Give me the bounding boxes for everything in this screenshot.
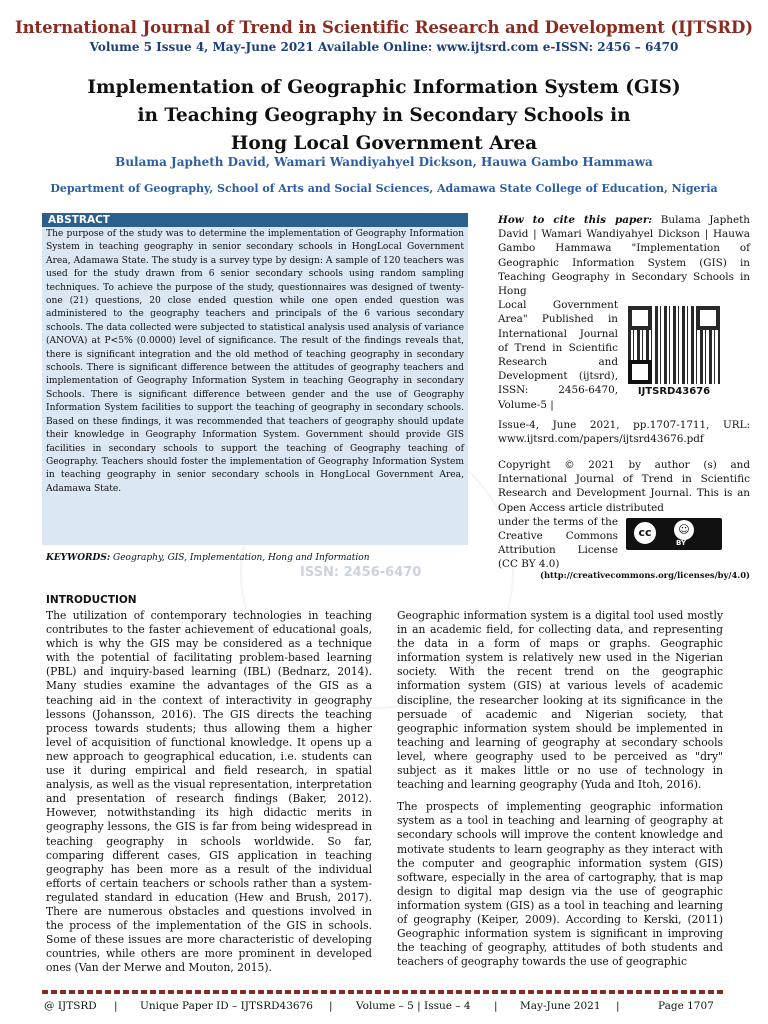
left-column — [46, 609, 372, 975]
keywords-list: Geography, GIS, Implementation, Hong and Information — [110, 553, 370, 563]
paper-title-line-3: Hong Local Government Area — [230, 133, 538, 154]
copyright-license-text: under the terms of the Creative Commons Attribution License (CC BY 4.0) — [498, 515, 618, 571]
footer-separator-2: | — [329, 1000, 333, 1012]
citation-label: How to cite this paper: — [498, 214, 653, 226]
footer-separator-3: | — [494, 1000, 498, 1012]
citation-text: Bulama Japheth David | Wamari Wandiyahyel Dickson | Hauwa Gambo Hammawa "Implementation of Geographic Information System (GIS) in Teaching Geography in Secondary Schools in Hong — [498, 214, 750, 298]
footer-separator-1: | — [114, 1000, 118, 1012]
paper-id-label: IJTSRD43676 — [637, 386, 711, 397]
footer-site: @ IJTSRD — [44, 1000, 97, 1012]
introduction-heading: INTRODUCTION — [46, 594, 137, 606]
paper-title — [20, 74, 748, 158]
journal-volume-line: Volume 5 Issue 4, May-June 2021 Available Online: www.ijtsrd.com e-ISSN: 2456 – 6470 — [89, 40, 679, 54]
abstract-text: The purpose of the study was to determine the implementation of Geography Information System in teaching geography in senior secondary schools in HongLocal Government Area, Adamawa State. The study is a survey type by design: A sample of 120 teachers was used for the study drawn from 6 senior secondary schools using random sampling techniques. To achieve the purpose of the study, questionnaires was designed of twenty- one (21) questions, 20 close ended question while one open ended question was administered to the geography teachers and principals of the 6 various secondary schools. The data collected were subjected to statistical analysis used analysis of variance (ANOVA) at P<5% (0.0000) level of significance. The result of the findings reveals that, there is significant integration and the old method of teaching geography in secondary schools. There is significant difference between the attitudes of geography teachers and implementation of Geography Information System in teaching Geography in secondary Schools. There is significant difference between gender and the use of Geography Information System facilities to support the teaching of geography in secondary schools. Based on these findings, it was recommended that teachers of geography should update their knowledge in Geography Information System. Government should provide GIS facilities in secondary schools to support the teaching of Geography teaching of Geography. Teachers should foster the implementation of Geography Information System in teaching geography in senior secondary schools in HongLocal Government Area, Adamawa State. — [46, 229, 464, 494]
qr-code-corner — [628, 360, 652, 384]
license-url[interactable]: (http://creativecommons.org/licenses/by/4.0) — [539, 570, 750, 580]
by-label: BY — [676, 539, 687, 547]
right-paragraph-1: Geographic information system is a digital tool used mostly in an academic field, for collecting data, and representing the data in a form of maps or graphs. Geographic information system is relatively new used in the Nigerian society. With the recent trend on the geographic information system (GIS) at various levels of academic discipline, the researcher looking at its significance in the persuade of academic and Nigerian society, that geographic information system should be implemented in teaching and learning of geography at secondary schools level, where geography used to be perceived as "dry" subject as it makes little or no use of technology in teaching and learning geography (Yuda and Itoh, 2016). — [397, 609, 723, 792]
watermark-issn: ISSN: 2456-6470 — [300, 565, 422, 580]
footer-volume: Volume – 5 | Issue – 4 — [356, 1000, 471, 1012]
keywords-line — [46, 553, 486, 563]
abstract-heading: ABSTRACT — [42, 213, 468, 227]
keywords-label: KEYWORDS: — [46, 553, 111, 563]
footer-separator-4: | — [616, 1000, 620, 1012]
footer-divider — [42, 990, 726, 994]
footer-page: Page 1707 — [658, 1000, 714, 1012]
paper-title-line-2: in Teaching Geography in Secondary Schools in — [137, 105, 631, 126]
attribution-person-icon: ☺ — [674, 520, 694, 540]
right-paragraph-2: The prospects of implementing geographic information system as a tool in teaching and learning of geography at secondary schools will improve the content knowledge and motivate students to learn geography as they interact with the computer and geographic information system (GIS) software, especially in the area of cartography, that is map design to digital map design via the use of geographic information system (GIS) as a tool in teaching and learning of geography (Keiper, 2009). According to Kerski, (2011) Geographic information system is significant in improving the teaching of geography, attitudes of both students and teachers of geography towards the use of geographic — [397, 800, 723, 969]
footer-paper-id: Unique Paper ID – IJTSRD43676 — [140, 1000, 313, 1012]
intro-paragraph-1: The utilization of contemporary technologies in teaching contributes to the faster achievement of educational goals, which is why the GIS may be considered as a technique with the potential of facilitating problem-based learning (PBL) and inquiry-based learning (IBL) (Bednarz, 2014). Many studies examine the advantages of the GIS as a teaching aid in the context of interactivity in geography lessons (Johansson, 2016). The GIS directs the teaching process towards students; thus allowing them a higher level of acquisition of functional knowledge. It opens up a new approach to geographical education, i.e. students can use it during empirical and field research, in spatial analysis, as well as the visual representation, interpretation and presentation of research findings (Baker, 2012). However, notwithstanding its high didactic merits in geography lessons, the GIS is far from being widespread in teaching geography in schools worldwide. So far, comparing different cases, GIS application in teaching geography has been more as a result of the individual efforts of certain teachers or schools rather than a system- regulated standard in education (Hew and Brush, 2017). There are numerous obstacles and questions involved in the process of the implementation of the GIS in schools. Some of these issues are more characteristic of developing countries, while others are more prominent in developed ones (Van der Merwe and Mouton, 2015). — [46, 609, 372, 975]
copyright-block — [498, 458, 750, 572]
citation-url[interactable]: Issue-4, June 2021, pp.1707-1711, URL: www.ijtsrd.com/papers/ijtsrd43676.pdf — [498, 419, 750, 446]
paper-title-line-1: Implementation of Geographic Information System (GIS) — [87, 77, 681, 98]
paper-authors: Bulama Japheth David, Wamari Wandiyahyel Dickson, Hauwa Gambo Hammawa — [115, 155, 653, 169]
citation-text-narrow: Local Government Area" Published in International Journal of Trend in Scientific Research and Development (ijtsrd), ISSN: 2456-6470, Volume-5 | — [498, 299, 618, 411]
footer-date: May-June 2021 — [520, 1000, 601, 1012]
cc-icon: cc — [632, 520, 658, 546]
journal-title: International Journal of Trend in Scientific Research and Development (IJTSRD) — [15, 18, 753, 37]
paper-affiliation: Department of Geography, School of Arts and Social Sciences, Adamawa State College of Education, Nigeria — [50, 182, 718, 195]
right-column — [397, 609, 723, 969]
copyright-text: Copyright © 2021 by author (s) and International Journal of Trend in Scientific Research and Development Journal. This is an Open Access article distributed — [498, 459, 750, 514]
